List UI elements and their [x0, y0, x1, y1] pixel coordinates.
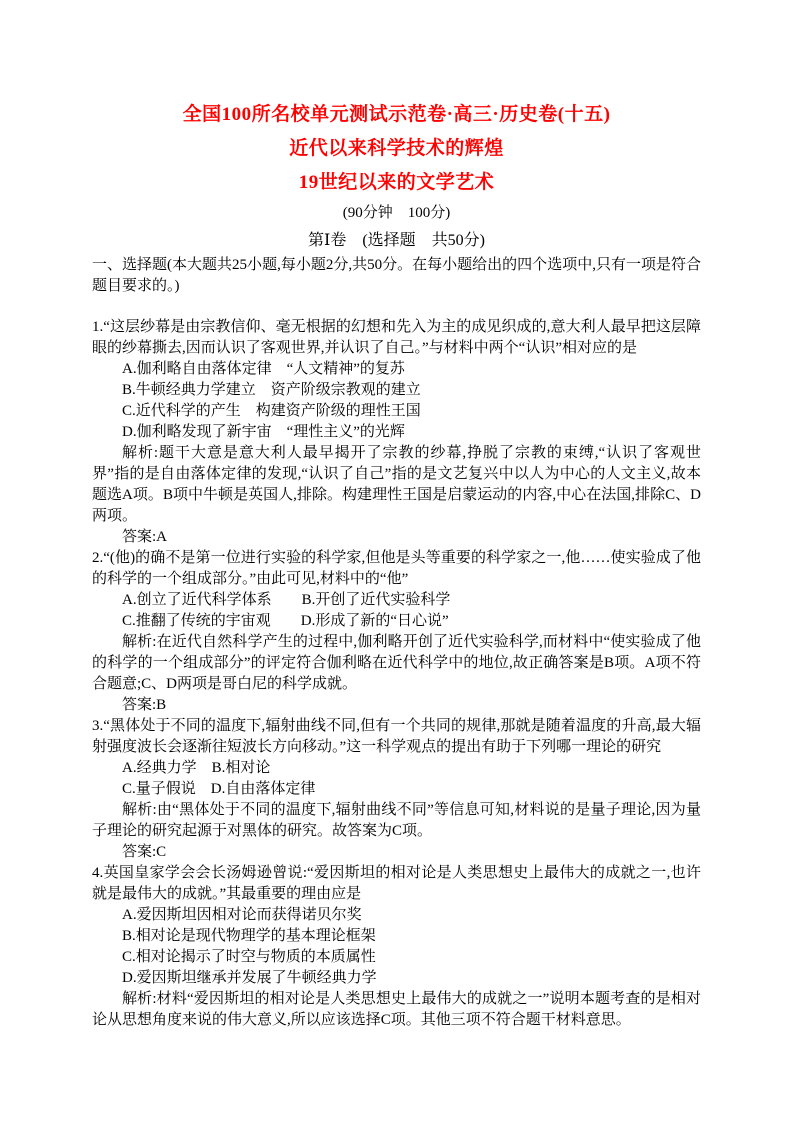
exam-title-unit-2: 19世纪以来的文学艺术	[298, 172, 495, 193]
question-4-option-d: D.爱因斯坦继承并发展了牛顿经典力学	[122, 970, 377, 986]
exam-title-main: 全国100所名校单元测试示范卷·高三·历史卷(十五)	[182, 104, 611, 125]
section-header: 第Ⅰ卷 (选择题 共50分)	[308, 232, 485, 249]
question-3-options-ab: A.经典力学 B.相对论	[122, 760, 271, 776]
question-2-analysis: 解析:在近代自然科学产生的过程中,伽利略开创了近代实验科学,而材料中“使实验成了他的科学的一个组成部分”的评定符合伽利略在近代科学中的地位,故正确答案是B项。A项不符合题意;C、D两项是哥白尼的科学成就。	[92, 634, 701, 692]
question-2-answer: 答案:B	[122, 697, 167, 713]
question-3-analysis: 解析:由“黑体处于不同的温度下,辐射曲线不同”等信息可知,材料说的是量子理论,因为量子理论的研究起源于对黑体的研究。故答案为C项。	[92, 802, 701, 839]
question-4-analysis: 解析:材料“爱因斯坦的相对论是人类思想史上最伟大的成就之一”说明本题考查的是相对论从思想角度来说的伟大意义,所以应该选择C项。其他三项不符合题干材料意思。	[92, 991, 701, 1028]
question-1-analysis: 解析:题干大意是意大利人最早揭开了宗教的纱幕,挣脱了宗教的束缚,“认识了客观世界”指的是自由落体定律的发现,“认识了自己”指的是文艺复兴中以人为中心的人文主义,故本题选A项。B项中牛顿是英国人,排除。构建理性王国是启蒙运动的内容,中心在法国,排除C、D两项。	[92, 445, 701, 524]
question-1-option-c: C.近代科学的产生 构建资产阶级的理性王国	[122, 403, 421, 419]
section-instructions: 一、选择题(本大题共25小题,每小题2分,共50分。在每小题给出的四个选项中,只有一项是符合题目要求的。)	[92, 257, 701, 294]
question-1-stem: 1.“这层纱幕是由宗教信仰、毫无根据的幻想和先入为主的成见织成的,意大利人最早把这层障眼的纱幕撕去,因而认识了客观世界,并认识了自己。”与材料中两个“认识”相对应的是	[92, 319, 701, 356]
question-1-option-d: D.伽利略发现了新宇宙 “理性主义”的光辉	[122, 424, 405, 440]
question-3-stem: 3.“黑体处于不同的温度下,辐射曲线不同,但有一个共同的规律,那就是随着温度的升高,最大辐射强度波长会逐渐往短波长方向移动。”这一科学观点的提出有助于下列哪一理论的研究	[92, 718, 701, 755]
question-2-stem: 2.“(他)的确不是第一位进行实验的科学家,但他是头等重要的科学家之一,他……使实验成了他的科学的一个组成部分。”由此可见,材料中的“他”	[92, 550, 701, 587]
question-1-option-a: A.伽利略自由落体定律 “人文精神”的复苏	[122, 361, 405, 377]
question-2	[92, 548, 701, 716]
exam-title-unit-1: 近代以来科学技术的辉煌	[289, 138, 504, 159]
question-1-option-b: B.牛顿经典力学建立 资产阶级宗教观的建立	[122, 382, 421, 398]
question-3	[92, 716, 701, 863]
question-1	[92, 317, 701, 548]
question-1-answer: 答案:A	[122, 529, 168, 545]
question-2-options-cd: C.推翻了传统的宇宙观 D.形成了新的“日心说”	[122, 613, 449, 629]
question-4	[92, 863, 701, 1031]
exam-body	[92, 255, 701, 1031]
time-and-score: (90分钟 100分)	[342, 205, 451, 221]
question-4-stem: 4.英国皇家学会会长汤姆逊曾说:“爱因斯坦的相对论是人类思想史上最伟大的成就之一,也许就是最伟大的成就。”其最重要的理由应是	[92, 865, 701, 902]
question-3-options-cd: C.量子假说 D.自由落体定律	[122, 781, 316, 797]
question-3-answer: 答案:C	[122, 844, 167, 860]
question-4-option-c: C.相对论揭示了时空与物质的本质属性	[122, 949, 376, 965]
question-4-option-b: B.相对论是现代物理学的基本理论框架	[122, 928, 376, 944]
question-2-options-ab: A.创立了近代科学体系 B.开创了近代实验科学	[122, 592, 451, 608]
question-4-option-a: A.爱因斯坦因相对论而获得诺贝尔奖	[122, 907, 362, 923]
